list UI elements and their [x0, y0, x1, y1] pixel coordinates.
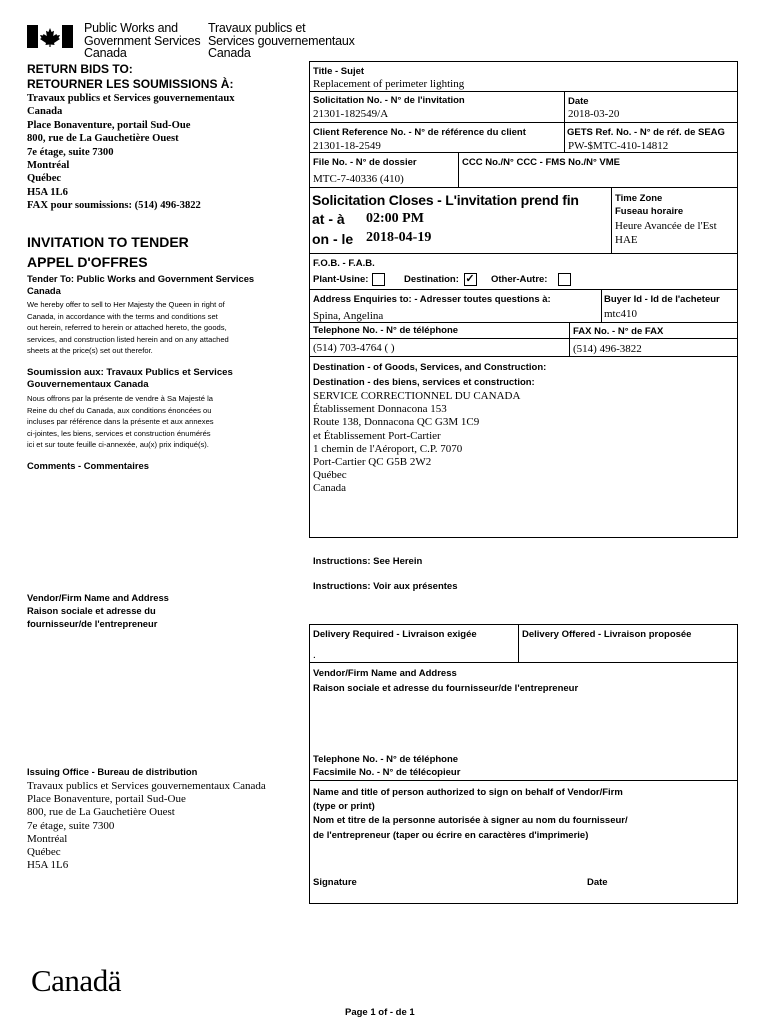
instructions-en: Instructions: See Herein	[313, 556, 423, 567]
address-enquiries-label: Address Enquiries to: - Adresser toutes questions à:	[313, 294, 551, 305]
fax-value: (514) 496-3822	[573, 343, 642, 355]
plant-usine-option[interactable]: Plant-Usine:	[313, 273, 385, 286]
authorized-person-label: Name and title of person authorized to sign on behalf of Vendor/Firm (type or print) Nom et titre de la personne autorisée à signer au nom du fournisseur/ de l'entrepreneur (taper ou écrire en caractères d'imprimerie)	[313, 787, 628, 841]
destination-address: SERVICE CORRECTIONNEL DU CANADA Établissement Donnacona 153 Route 138, Donnacona QC G3M 1C9 et Établissement Port-Cartier 1 chemin de l'Aéroport, C.P. 7070 Port-Cartier QC G5B 2W2 Québec Canada	[313, 390, 521, 495]
vendor-firm-label-left: Vendor/Firm Name and Address Raison sociale et adresse du fournisseur/de l'entrepreneur	[27, 592, 169, 629]
ccc-no-label: CCC No./N° CCC - FMS No./N° VME	[462, 157, 621, 168]
signature-date-label: Date	[587, 877, 608, 888]
other-autre-option[interactable]: Other-Autre:	[491, 273, 571, 286]
date-label: Date	[568, 96, 589, 107]
department-name-fr: Travaux publics et Services gouvernementaux Canada	[208, 21, 355, 60]
file-no-value: MTC-7-40336 (410)	[313, 173, 404, 185]
solicitation-label: Solicitation No. - N° de l'invitation	[313, 95, 465, 106]
department-name-en: Public Works and Government Services Canada	[84, 21, 201, 60]
address-enquiries-value: Spina, Angelina	[313, 310, 384, 322]
vendor-facsimile-label: Facsimile No. - N° de télécopieur	[313, 767, 461, 778]
canada-wordmark: Canadä	[31, 963, 121, 998]
return-bids-address: Travaux publics et Services gouvernementaux Canada Place Bonaventure, portail Sud-Oue 800, rue de La Gauchetière Ouest 7e étage, suite 7300 Montréal Québec H5A 1L6 FAX pour soumissions: (514) 496-3822	[27, 93, 235, 212]
issuing-office-address: Travaux publics et Services gouvernementaux Canada Place Bonaventure, portail Sud-Oue 800, rue de La Gauchetière Ouest 7e étage, suite 7300 Montréal Québec H5A 1L6	[27, 780, 266, 872]
delivery-required-value[interactable]: .	[313, 649, 316, 661]
offer-text-en: We hereby offer to sell to Her Majesty the Queen in right of Canada, in accordance with the terms and conditions set out herein, referred to herein or attached hereto, the goods, services, and construction listed herein and on any attached sheets at the price(s) set out therefor.	[27, 300, 229, 356]
other-autre-checkbox[interactable]	[558, 273, 571, 286]
delivery-offered-label: Delivery Offered - Livraison proposée	[522, 629, 692, 640]
return-bids-title: RETURN BIDS TO: RETOURNER LES SOUMISSIONS À:	[27, 62, 234, 91]
fax-label: FAX No. - N° de FAX	[573, 326, 664, 337]
solicitation-value: 21301-182549/A	[313, 108, 389, 120]
delivery-required-label: Delivery Required - Livraison exigée	[313, 629, 477, 640]
closing-time-value: 02:00 PM	[366, 211, 424, 226]
comments-label: Comments - Commentaires	[27, 460, 149, 471]
tender-to: Tender To: Public Works and Government Services Canada	[27, 273, 255, 296]
client-reference-label: Client Reference No. - N° de référence du client	[313, 127, 526, 138]
title-value: Replacement of perimeter lighting	[313, 78, 465, 90]
at-label: at - à	[312, 211, 345, 227]
plant-usine-checkbox[interactable]	[372, 273, 385, 286]
vendor-telephone-label: Telephone No. - N° de téléphone	[313, 754, 459, 765]
telephone-label: Telephone No. - N° de téléphone	[313, 325, 459, 336]
vendor-firm-label: Vendor/Firm Name and Address Raison sociale et adresse du fournisseur/de l'entrepreneur	[313, 668, 579, 694]
telephone-value: (514) 703-4764 ( )	[313, 342, 395, 354]
date-value: 2018-03-20	[568, 108, 620, 120]
gets-ref-value: PW-$MTC-410-14812	[568, 140, 669, 152]
on-label: on - le	[312, 231, 354, 247]
fob-label: F.O.B. - F.A.B.	[313, 258, 375, 269]
canada-flag-logo	[27, 25, 73, 48]
issuing-office-title: Issuing Office - Bureau de distribution	[27, 766, 198, 777]
closing-date-value: 2018-04-19	[366, 230, 432, 245]
destination-checkbox[interactable]: ✓	[465, 273, 475, 285]
offer-text-fr: Nous offrons par la présente de vendre à Sa Majesté la Reine du chef du Canada, aux conditions énoncées ou incluses par référence dans la présente et aux annexes ci-jointes, les biens, services et construction énumérés ici et sur toute feuille ci-annexée, au(x) prix indiqué(s).	[27, 394, 214, 450]
buyer-id-value: mtc410	[604, 308, 637, 320]
destination-goods-label: Destination - of Goods, Services, and Construction: Destination - des biens, services et construction:	[313, 362, 547, 388]
time-zone-value: Heure Avancée de l'Est HAE	[615, 220, 717, 246]
time-zone-label: Time Zone Fuseau horaire	[615, 193, 684, 217]
page-number: Page 1 of - de 1	[345, 1007, 415, 1018]
solicitation-closes-label: Solicitation Closes - L'invitation prend fin	[312, 192, 579, 208]
gets-ref-label: GETS Ref. No. - N° de réf. de SEAG	[567, 127, 725, 138]
signature-label: Signature	[313, 877, 357, 888]
buyer-id-label: Buyer Id - Id de l'acheteur	[604, 294, 720, 305]
vendor-firm-field[interactable]	[312, 697, 734, 752]
soumission-title: Soumission aux: Travaux Publics et Services Gouvernementaux Canada	[27, 367, 233, 390]
destination-option[interactable]: Destination: ✓	[404, 273, 475, 286]
instructions-fr: Instructions: Voir aux présentes	[313, 581, 458, 592]
invitation-title: INVITATION TO TENDER APPEL D'OFFRES	[27, 234, 189, 270]
title-label: Title - Sujet	[313, 66, 365, 77]
file-no-label: File No. - N° de dossier	[313, 157, 417, 168]
client-reference-value: 21301-18-2549	[313, 140, 381, 152]
